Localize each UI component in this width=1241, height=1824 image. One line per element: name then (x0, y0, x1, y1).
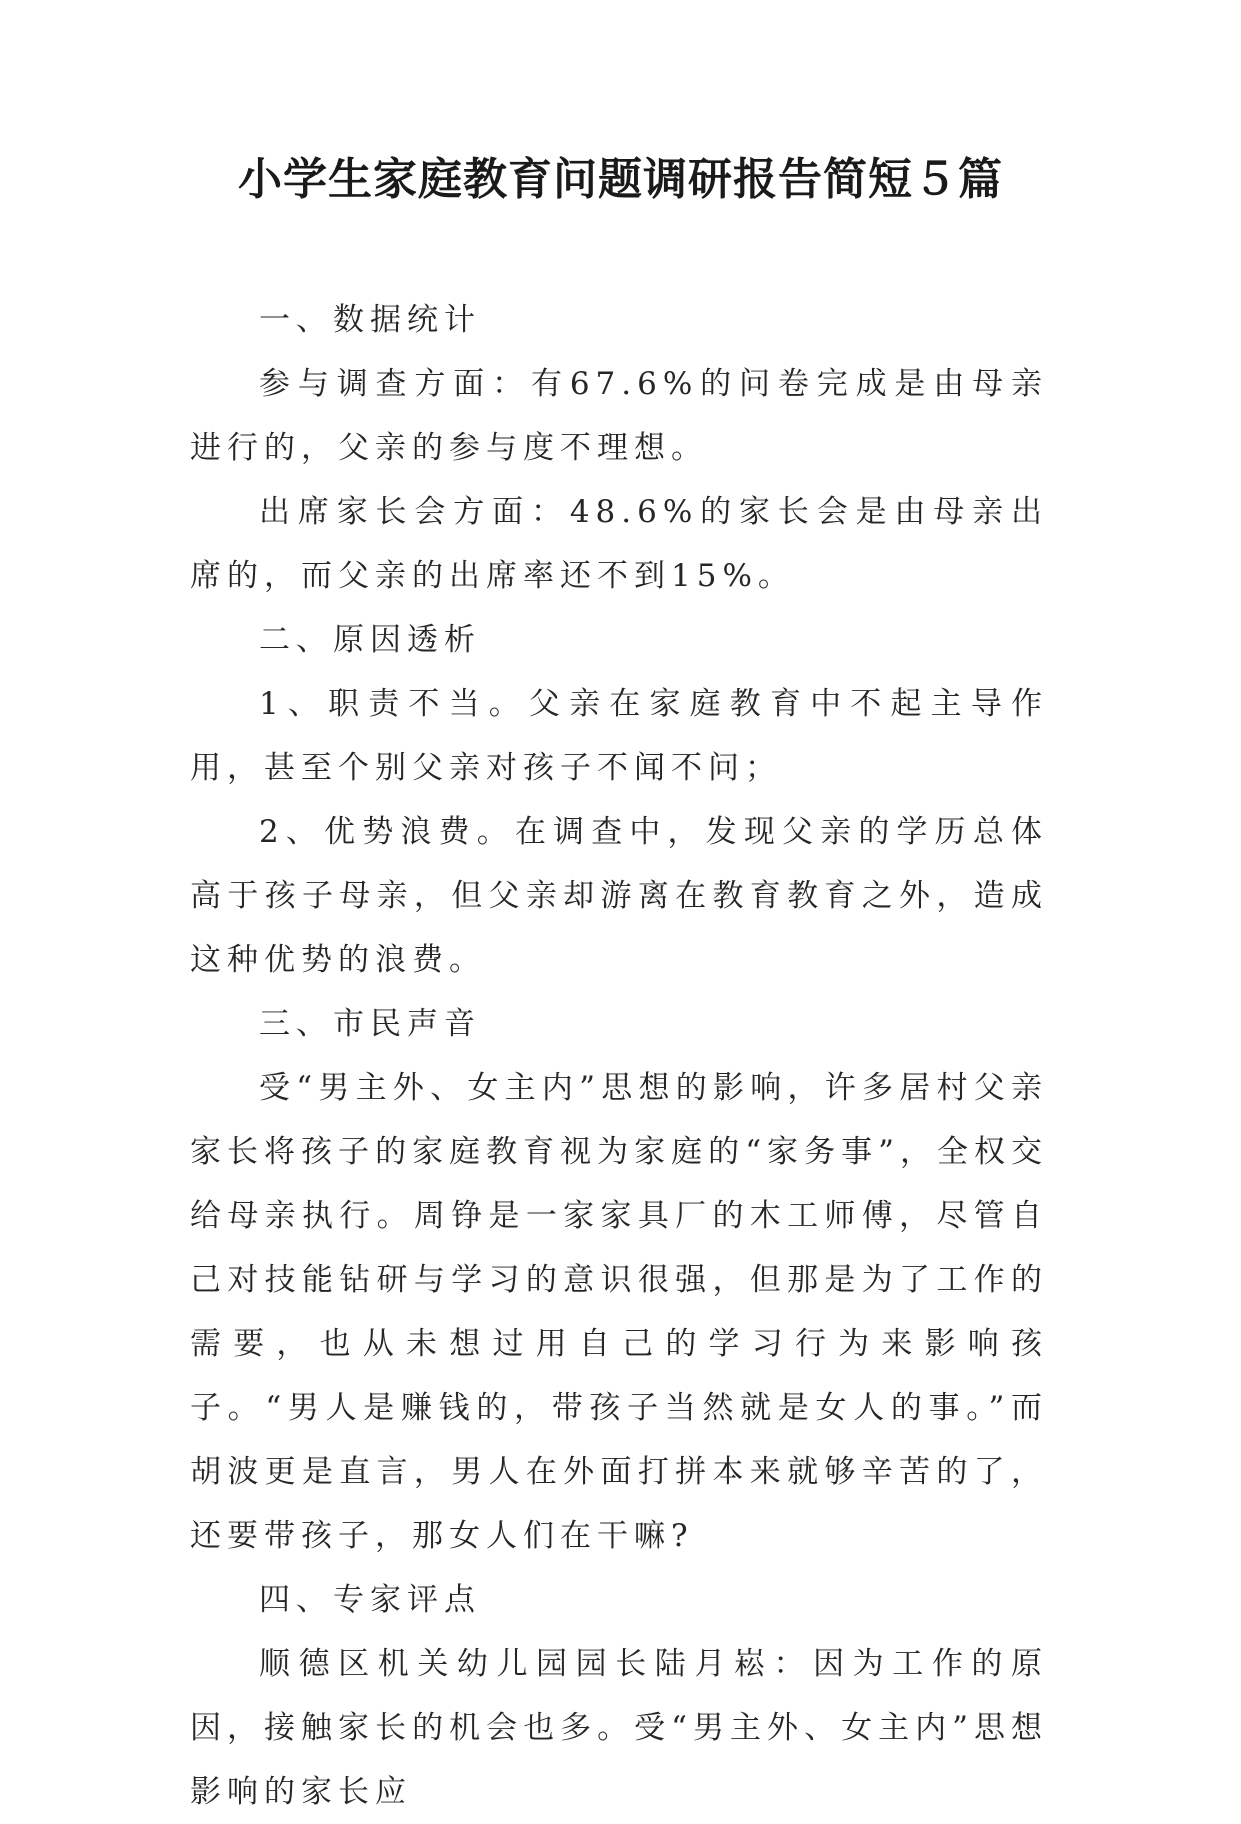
paragraph-expert-comment: 顺德区机关幼儿园园长陆月崧：因为工作的原因，接触家长的机会也多。受“男主外、女主内”思想影响的家长应 (190, 1646, 1048, 1810)
section-heading-expert-comment: 四、专家评点 (259, 1582, 481, 1618)
paragraph-improper-responsibility: 1、职责不当。父亲在家庭教育中不起主导作用，甚至个别父亲对孩子不闻不问； (190, 686, 1048, 786)
section-heading-cause-analysis: 二、原因透析 (259, 622, 481, 658)
document-body (190, 288, 1048, 1824)
section-heading-public-voice: 三、市民声音 (259, 1006, 481, 1042)
paragraph-wasted-advantage: 2、优势浪费。在调查中，发现父亲的学历总体高于孩子母亲，但父亲却游离在教育教育之外，造成这种优势的浪费。 (190, 814, 1048, 978)
paragraph-public-voice: 受“男主外、女主内”思想的影响，许多居村父亲家长将孩子的家庭教育视为家庭的“家务事”，全权交给母亲执行。周铮是一家家具厂的木工师傅，尽管自己对技能钻研与学习的意识很强，但那是为了工作的需要，也从未想过用自己的学习行为来影响孩子。“男人是赚钱的，带孩子当然就是女人的事。”而胡波更是直言，男人在外面打拼本来就够辛苦的了，还要带孩子，那女人们在干嘛? (190, 1070, 1048, 1554)
section-heading-data-statistics: 一、数据统计 (259, 302, 481, 338)
paragraph-survey-participation: 参与调查方面：有67.6%的问卷完成是由母亲进行的，父亲的参与度不理想。 (190, 366, 1048, 466)
document-title: 小学生家庭教育问题调研报告简短５篇 (238, 154, 1003, 205)
paragraph-parent-meeting-attendance: 出席家长会方面：48.6%的家长会是由母亲出席的，而父亲的出席率还不到15%。 (190, 494, 1048, 594)
